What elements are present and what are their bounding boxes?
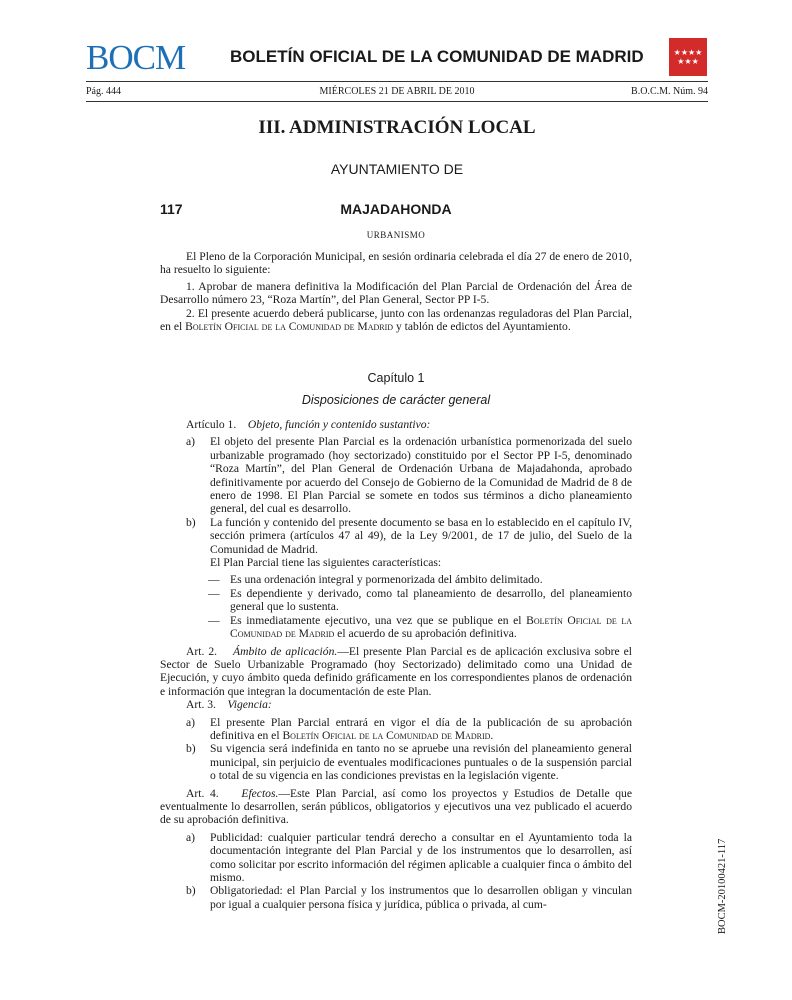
article-3-label: Art. 3. <box>186 698 216 712</box>
article-4-item-b <box>160 884 632 911</box>
article-4-item-a <box>160 831 632 885</box>
article-3-item-b-text: Su vigencia será indefinida en tanto no se apruebe una revisión del planeamiento general municipal, sin perjuicio de eventuales modificaciones puntuales o de la suspensión parcial o total de su vigencia en las condiciones previstas en la legislación vigente. <box>210 742 632 783</box>
point-2 <box>160 307 632 334</box>
point-2-text-b: y tablón de edictos del Ayuntamiento. <box>393 320 571 334</box>
characteristic-3-text-a: Es inmediatamente ejecutivo, una vez que se publique en el <box>230 613 527 627</box>
article-4 <box>160 787 632 827</box>
item-marker: b) <box>186 742 196 756</box>
bocm-logo: BOCM <box>86 38 186 77</box>
article-3-item-a-text-2: . <box>490 728 494 742</box>
intro-paragraph: El Pleno de la Corporación Municipal, en sesión ordinaria celebrada el día 27 de enero de 2010, ha resuelto lo siguiente: <box>160 250 632 277</box>
article-1-item-b <box>160 516 632 556</box>
chapter-heading: Capítulo 1 <box>367 371 425 385</box>
article-2-label: Art. 2. <box>186 644 218 658</box>
characteristic-1 <box>160 573 632 586</box>
item-marker: a) <box>186 830 196 844</box>
item-marker: b) <box>186 515 196 529</box>
entry-number: 117 <box>160 201 183 217</box>
article-1-title: Objeto, función y contenido sustantivo: <box>247 418 431 431</box>
municipality-heading: MAJADAHONDA <box>340 201 452 217</box>
characteristic-3-text-b: el acuerdo de su aprobación definitiva. <box>334 627 517 641</box>
characteristic-3 <box>160 614 632 641</box>
chapter-title: Disposiciones de carácter general <box>301 393 491 407</box>
ayuntamiento-heading: AYUNTAMIENTO DE <box>330 161 464 177</box>
page-number: Pág. 444 <box>86 86 121 97</box>
issue-number: B.O.C.M. Núm. 94 <box>631 86 708 97</box>
article-4-title: Efectos. <box>241 786 279 800</box>
article-4-item-a-text: Publicidad: cualquier particular tendrá derecho a consultar en el Ayuntamiento toda la documentación integrante del Plan Parcial y de los instrumentos que lo desarrollen, así como solicitar por escrito información del régimen aplicable a cualquier finca o ámbito del mismo. <box>210 830 632 884</box>
section-title: III. ADMINISTRACIÓN LOCAL <box>258 117 536 138</box>
characteristic-1-text: Es una ordenación integral y pormenorizada del ámbito delimitado. <box>230 573 543 587</box>
point-1: 1. Aprobar de manera definitiva la Modificación del Plan Parcial de Ordenación del Área de Desarrollo número 23, “Roza Martín”, del Plan General, Sector PP I-5. <box>160 279 632 307</box>
article-2-title: Ámbito de aplicación. <box>233 644 338 658</box>
article-2 <box>160 645 632 699</box>
side-document-code: BOCM-20100421-117 <box>717 838 728 934</box>
article-4-item-b-text: Obligatoriedad: el Plan Parcial y los instrumentos que lo desarrollen obligan y vinculan por igual a cualquier persona física y jurídica, pública o privada, al cum- <box>210 884 632 911</box>
article-1-item-b-text: La función y contenido del presente documento se basa en lo establecido en el capítulo IV, sección primera (artículos 47 al 49), de la Ley 9/2001, de 17 de julio, del Suelo de la Comunidad de Madrid. <box>210 515 632 556</box>
article-1-characteristics <box>160 556 632 569</box>
article-4-label: Art. 4. <box>186 786 219 800</box>
article-1-item-a-text: El objeto del presente Plan Parcial es la ordenación urbanística pormenorizada del suelo urbanizable programado (hoy sectorizado) constituido por el Sector PP I-5, denominado “Roza Martín”, del Plan General de Ordenación Urbana de Majadahonda, aprobado definitivamente por acuerdo del Consejo de Gobierno de la Comunidad de Madrid de 8 de enero de 1998. El Plan Parcial se somete en todos sus términos a dicho planeamiento general, del cual es desarrollo. <box>210 435 632 516</box>
dash-marker: — <box>208 586 220 600</box>
item-marker: a) <box>186 435 196 449</box>
article-4-text: —Este Plan Parcial, así como los proyectos y Estudios de Detalle que eventualmente lo desarrollen, serán públicos, obligatorios y ejecutivos una vez publicado el acuerdo de su aprobación definitiva. <box>160 786 633 827</box>
item-marker: b) <box>186 884 196 898</box>
madrid-flag-icon <box>669 38 707 76</box>
article-3-item-a <box>160 716 632 743</box>
point-2-journal: Boletín Oficial de la Comunidad de Madrid <box>185 320 394 334</box>
masthead-title: BOLETÍN OFICIAL DE LA COMUNIDAD DE MADRID <box>230 47 644 66</box>
header-rule-top <box>86 81 708 82</box>
characteristic-2-text: Es dependiente y derivado, como tal planeamiento de desarrollo, del planeamiento general que lo sustenta. <box>230 586 632 614</box>
article-3-item-a-text-1: El presente Plan Parcial entrará en vigor el día de la publicación de su aprobación definitiva en el <box>210 715 632 742</box>
item-marker: a) <box>186 715 196 729</box>
article-1-label: Artículo 1. <box>186 418 237 431</box>
article-3-title: Vigencia: <box>227 698 272 712</box>
article-1-item-a <box>160 435 632 515</box>
article-1-heading <box>160 418 632 431</box>
article-3-heading <box>160 698 632 711</box>
dash-marker: — <box>208 573 220 587</box>
point-2-text-a: 2. El presente acuerdo deberá publicarse, junto con las ordenanzas reguladoras del Plan Parcial, en el <box>160 306 632 334</box>
article-2-text: —El presente Plan Parcial es de aplicación exclusiva sobre el Sector de Suelo Urbanizable Programado (hoy Sectorizado) delimitado como una Unidad de Ejecución, y cuyo ámbito queda definido gráficamente en los correspondientes planos de ordenación e información que integran la documentación de este Plan. <box>160 644 632 698</box>
department-heading: URBANISMO <box>366 230 426 240</box>
article-3-item-a-journal: Boletín Oficial de la Comunidad de Madrid <box>282 728 491 742</box>
dash-marker: — <box>208 613 220 627</box>
article-1-characteristics-text: El Plan Parcial tiene las siguientes características: <box>210 556 442 570</box>
article-3-item-b <box>160 742 632 782</box>
articles-block <box>160 418 632 911</box>
characteristic-2 <box>160 587 632 614</box>
characteristic-3-journal: Boletín Oficial de la Comunidad de Madrid <box>230 613 632 641</box>
header-rule-bottom <box>86 101 708 102</box>
intro-block <box>160 250 632 333</box>
issue-date: MIÉRCOLES 21 DE ABRIL DE 2010 <box>319 86 475 97</box>
flag-stars: ★★★★★★★ <box>673 48 703 66</box>
